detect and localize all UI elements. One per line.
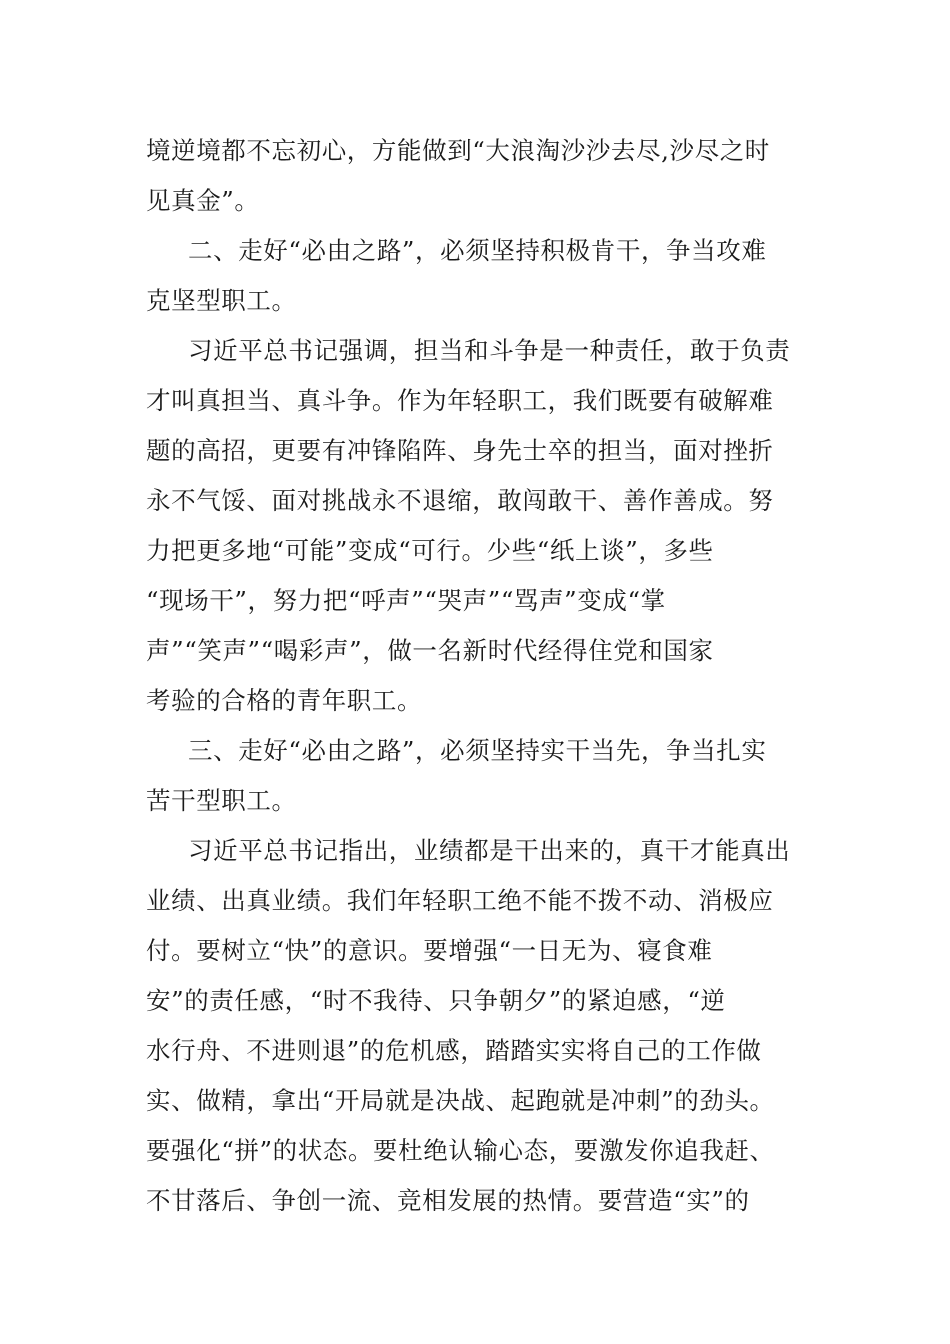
text-line: 力把更多地“可能”变成“可行。少些“纸上谈”，多些 [146, 536, 714, 565]
text-line: 业绩、出真业绩。我们年轻职工绝不能不拨不动、消极应 [146, 886, 774, 915]
text-line: 才叫真担当、真斗争。作为年轻职工，我们既要有破解难 [146, 386, 774, 415]
text-line: 习近平总书记强调，担当和斗争是一种责任，敢于负责 [188, 336, 791, 365]
text-line: 声”“笑声”“喝彩声”，做一名新时代经得住党和国家 [146, 636, 714, 665]
text-line: 习近平总书记指出，业绩都是干出来的，真干才能真出 [188, 836, 791, 865]
text-line: 不甘落后、争创一流、竞相发展的热情。要营造“实”的 [146, 1186, 750, 1215]
text-line: 付。要树立“快”的意识。要增强“一日无为、寝食难 [146, 936, 713, 965]
text-line: 永不气馁、面对挑战永不退缩，敢闯敢干、善作善成。努 [146, 486, 774, 515]
section-heading-3: 三、走好“必由之路”，必须坚持实干当先，争当扎实 [188, 736, 767, 765]
text-line: 考验的合格的青年职工。 [146, 686, 423, 715]
section-heading-2: 二、走好“必由之路”，必须坚持积极肯干，争当攻难 [188, 236, 767, 265]
text-line: 题的高招，更要有冲锋陷阵、身先士卒的担当，面对挫折 [146, 436, 774, 465]
text-line: 水行舟、不进则退”的危机感，踏踏实实将自己的工作做 [146, 1036, 762, 1065]
text-line: 实、做精，拿出“开局就是决战、起跑就是冲刺”的劲头。 [146, 1086, 775, 1115]
section-heading-3-cont: 苦干型职工。 [146, 786, 297, 815]
text-line: 要强化“拼”的状态。要杜绝认输心态，要激发你追我赶、 [146, 1136, 775, 1165]
text-line: 安”的责任感，“时不我待、只争朝夕”的紧迫感，“逆 [146, 986, 726, 1015]
section-heading-2-cont: 克坚型职工。 [146, 286, 297, 315]
text-line: 境逆境都不忘初心，方能做到“大浪淘沙沙去尽,沙尽之时 [146, 136, 770, 165]
text-line: “现场干”，努力把“呼声”“哭声”“骂声”变成“掌 [146, 586, 666, 615]
text-line: 见真金”。 [146, 186, 260, 215]
